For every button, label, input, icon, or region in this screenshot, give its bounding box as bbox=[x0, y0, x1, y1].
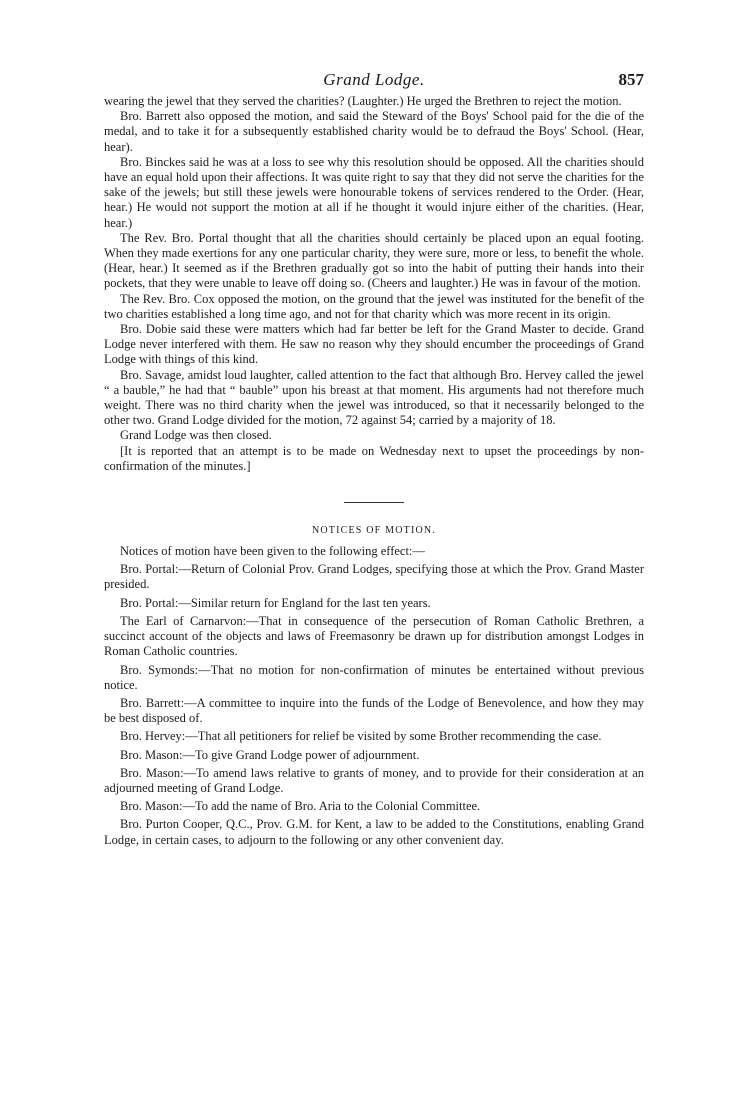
notice-item: The Earl of Carnarvon:—That in consequence of the persecution of Roman Catholic Brethren, a succinct account of the objects and laws of Freemasonry be drawn up for distribution amongst Lodges in Roman Catholic countries. bbox=[104, 613, 644, 659]
report-paragraph: wearing the jewel that they served the charities? (Laughter.) He urged the Brethren to reject the motion. bbox=[104, 94, 622, 108]
report-paragraph: The Rev. Bro. Portal thought that all the charities should certainly be placed upon an equal footing. When they made exertions for any one particular charity, they were sure, more or less, to benefit the whole. (Hear, hear.) It seemed as if the Brethren gradually got so into the habit of putting their hands into their pockets, that they were unable to leave off doing so. (Cheers and laughter.) He was in favour of the motion. bbox=[104, 230, 644, 291]
notice-item: Bro. Portal:—Similar return for England for the last ten years. bbox=[120, 595, 431, 610]
section-divider bbox=[344, 502, 404, 503]
notice-item: Bro. Hervey:—That all petitioners for relief be visited by some Brother recommending the case. bbox=[120, 729, 602, 744]
report-paragraph: Bro. Binckes said he was at a loss to see why this resolution should be opposed. All the charities should have an equal hold upon their affections. It was quite right to say that they did not serve the charities for the sake of the jewels; but still these jewels were honourable tokens of services rendered to the Order. (Hear, hear.) He would not support the motion at all if he thought it would injure either of the charities. (Hear, hear.) bbox=[104, 154, 644, 230]
report-paragraph: The Rev. Bro. Cox opposed the motion, on the ground that the jewel was instituted for the benefit of the two charities established a long time ago, and not for that charity which was more recent in its origin. bbox=[104, 291, 644, 321]
page-number: 857 bbox=[618, 70, 644, 89]
notices-of-motion bbox=[104, 544, 644, 848]
notice-item: Bro. Mason:—To amend laws relative to grants of money, and to provide for their consideration at an adjourned meeting of Grand Lodge. bbox=[104, 765, 644, 795]
notice-item: Bro. Mason:—To add the name of Bro. Aria to the Colonial Committee. bbox=[120, 799, 481, 814]
report-paragraph: Bro. Barrett also opposed the motion, and said the Steward of the Boys' School paid for the die of the medal, and to take it for a subsequently established charity would be to defraud the Boys' School. (Hear, hear). bbox=[104, 109, 644, 154]
running-head bbox=[104, 70, 644, 94]
notice-item: Bro. Purton Cooper, Q.C., Prov. G.M. for Kent, a law to be added to the Constitutions, enabling Grand Lodge, in certain cases, to adjourn to the following or any other convenient day. bbox=[104, 817, 644, 847]
notice-item: Notices of motion have been given to the following effect:— bbox=[120, 544, 425, 559]
section-heading: NOTICES OF MOTION. bbox=[311, 525, 437, 537]
notice-item: Bro. Portal:—Return of Colonial Prov. Grand Lodges, specifying those at which the Prov. Grand Master presided. bbox=[104, 562, 644, 592]
running-title: Grand Lodge. bbox=[323, 70, 425, 89]
grand-lodge-report bbox=[104, 94, 644, 474]
report-paragraph: Grand Lodge was then closed. bbox=[120, 428, 272, 443]
document-page bbox=[104, 70, 644, 851]
notice-item: Bro. Symonds:—That no motion for non-confirmation of minutes be entertained without previous notice. bbox=[104, 662, 644, 692]
report-paragraph: Bro. Savage, amidst loud laughter, called attention to the fact that although Bro. Hervey called the jewel “ a bauble,” he had that “ bauble” upon his breast at that moment. His arguments had not therefore much weight. There was no third charity when the jewel was introduced, so that it necessarily belonged to the other two. Grand Lodge divided for the motion, 72 against 54; carried by a majority of 18. bbox=[104, 367, 644, 428]
notice-item: Bro. Mason:—To give Grand Lodge power of adjournment. bbox=[120, 747, 420, 762]
notice-item: Bro. Barrett:—A committee to inquire into the funds of the Lodge of Benevolence, and how they may be best disposed of. bbox=[104, 695, 644, 726]
editorial-note: [It is reported that an attempt is to be made on Wednesday next to upset the proceedings by non-confirmation of the minutes.] bbox=[104, 443, 644, 473]
report-paragraph: Bro. Dobie said these were matters which had far better be left for the Grand Master to decide. Grand Lodge never interfered with them. He saw no reason why they should encumber the proceedings of Grand Lodge with things of this kind. bbox=[104, 322, 644, 367]
